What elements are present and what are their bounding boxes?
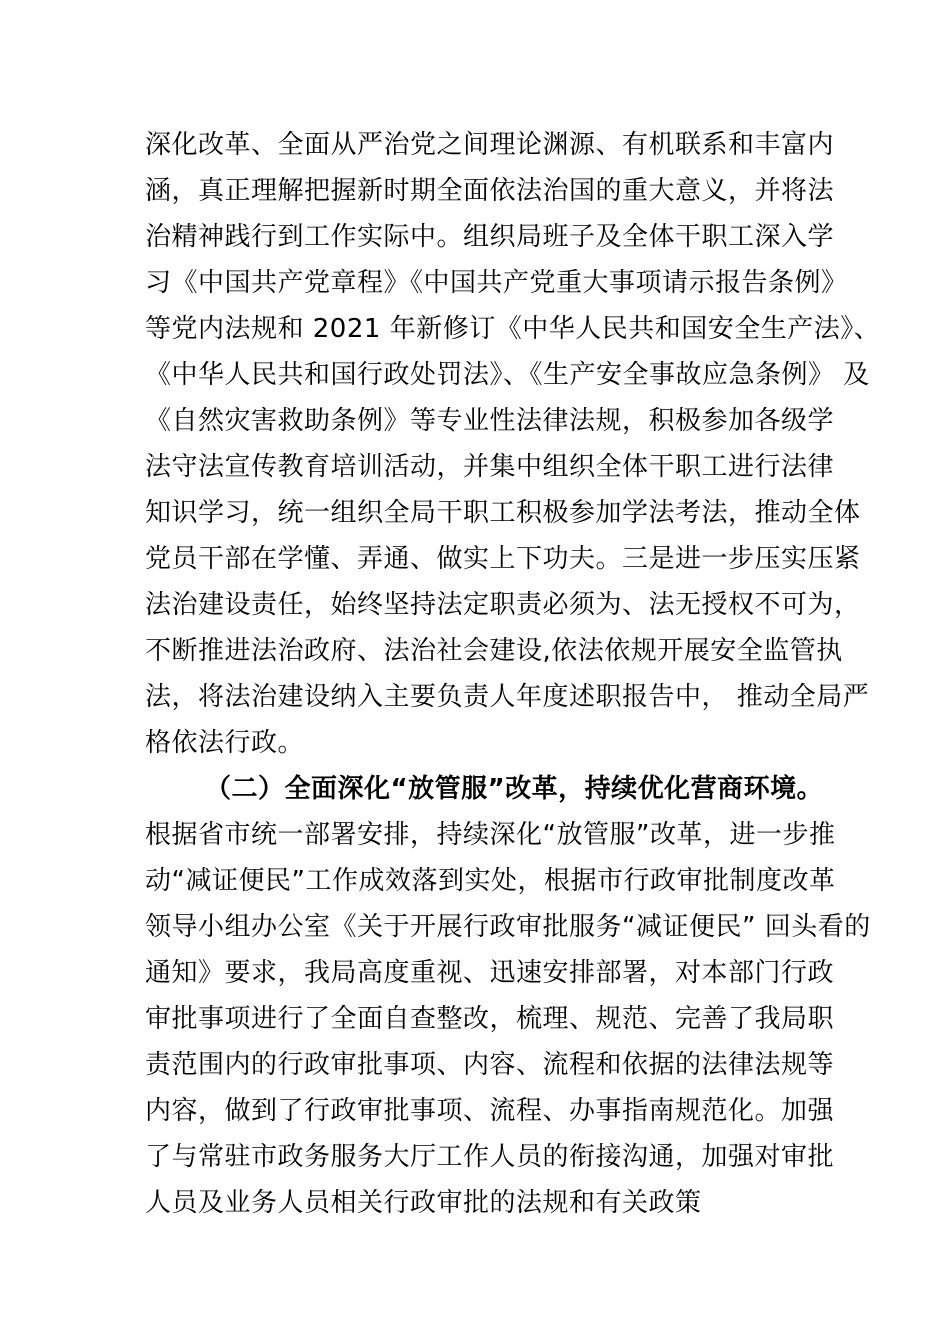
body-text-line: 法治建设责任，始终坚持法定职责必须为、法无授权不可为， (145, 590, 861, 620)
body-text-line: 责范围内的行政审批事项、内容、流程和依据的法律法规等 (145, 1050, 835, 1080)
body-text-line: 通知》要求，我局高度重视、迅速安排部署，对本部门行政 (145, 958, 835, 988)
body-text-line: 法守法宣传教育培训活动，并集中组织全体干职工进行法律 (145, 452, 835, 482)
body-text-line: 动“减证便民”工作成效落到实处，根据市行政审批制度改革 (145, 866, 836, 896)
body-text-line: 《中华人民共和国行政处罚法》、《生产安全事故应急条例》 及 (145, 360, 870, 390)
body-text-line: 习《中国共产党章程》《中国共产党重大事项请示报告条例》 (145, 268, 848, 298)
body-text-line: 领导小组办公室《关于开展行政审批服务“减证便民” 回头看的 (145, 912, 871, 942)
body-text-line: 根据省市统一部署安排，持续深化“放管服”改革，进一步推 (145, 820, 836, 850)
body-text-line: 法，将法治建设纳入主要负责人年度述职报告中， 推动全局严 (145, 682, 870, 712)
body-text-line: 《自然灾害救助条例》等专业性法律法规，积极参加各级学 (145, 406, 835, 436)
body-text-line: 知识学习，统一组织全局干职工积极参加学法考法，推动全体 (145, 498, 861, 528)
body-text-line: 深化改革、全面从严治党之间理论渊源、有机联系和丰富内 (145, 130, 835, 160)
section-heading: （二）全面深化“放管服”改革，持续优化营商环境。 (205, 774, 824, 804)
body-text-line: 党员干部在学懂、弄通、做实上下功夫。三是进一步压实压紧 (145, 544, 861, 574)
body-text-line: 治精神践行到工作实际中。组织局班子及全体干职工深入学 (145, 222, 835, 252)
body-text-line: 了与常驻市政务服务大厅工作人员的衔接沟通，加强对审批 (145, 1142, 835, 1172)
body-text-line: 格依法行政。 (145, 728, 305, 758)
body-text-line: 不断推进法治政府、法治社会建设,依法依规开展安全监管执 (145, 636, 843, 666)
body-text-line: 等党内法规和 2021 年新修订《中华人民共和国安全生产法》、 (145, 314, 881, 344)
body-text-line: 内容，做到了行政审批事项、流程、办事指南规范化。加强 (145, 1096, 835, 1126)
body-text-line: 涵，真正理解把握新时期全面依法治国的重大意义，并将法 (145, 176, 835, 206)
body-text-line: 审批事项进行了全面自查整改，梳理、规范、完善了我局职 (145, 1004, 835, 1034)
body-text-line: 人员及业务人员相关行政审批的法规和有关政策 (145, 1188, 702, 1218)
